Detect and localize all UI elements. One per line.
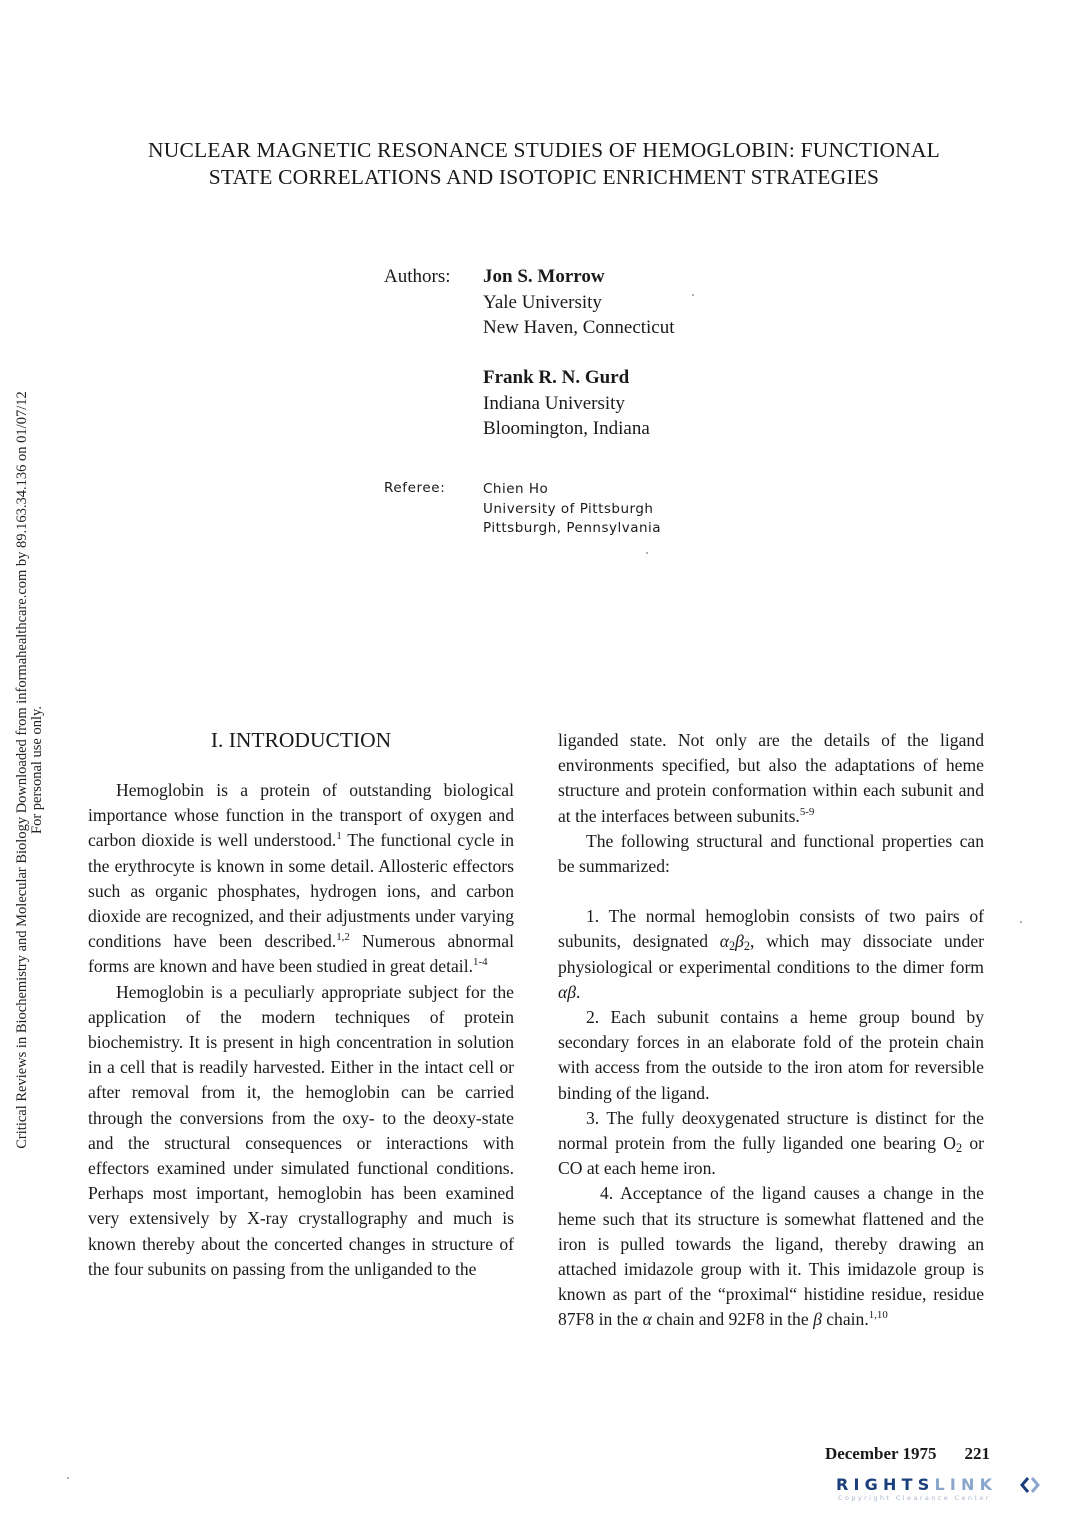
- scan-speck: [692, 294, 694, 296]
- author-affiliation: Indiana University: [483, 392, 625, 414]
- author-affiliation: Yale University: [483, 291, 602, 313]
- scan-speck: [646, 552, 648, 554]
- title-line-2: STATE CORRELATIONS AND ISOTOPIC ENRICHMENT STRATEGIES: [208, 165, 880, 189]
- paragraph-intro-2: Hemoglobin is a peculiarly appropriate subject for the application of the modern techniques of protein biochemistry. It is present in high concentration in solution in a cell that is readily harvested. Either in the intact cell or after removal from it, the hemoglobin can be carried through the conversions from the oxy- to the deoxy-state and the structural consequences or interactions with effectors examined under simulated functional conditions. Perhaps most important, hemoglobin has been examined very extensively by X-ray crystallography and much is known thereby about the concerted changes in structure of the four subunits on passing from the unliganded to the: [88, 981, 514, 1279]
- author-name: Jon S. Morrow: [483, 266, 605, 287]
- referee-name: Chien Ho: [483, 481, 549, 497]
- paragraph-continued: liganded state. Not only are the details of the ligand environments specified, but also the adaptations of heme structure and protein conformation within each subunit and at the interfaces between subunits.$^{5-9}$: [558, 730, 984, 826]
- author-location: New Haven, Connecticut: [483, 317, 675, 338]
- list-item-1: 1. The normal hemoglobin consists of two pairs of subunits, designated $\alpha_2\beta_2$, which may dissociate under physiological or experimental conditions to the dimer form αβ.: [558, 906, 985, 1002]
- scan-speck: [1020, 921, 1022, 923]
- download-notice: [0, 0, 60, 1538]
- title-line-1: NUCLEAR MAGNETIC RESONANCE STUDIES OF HEMOGLOBIN: FUNCTIONAL: [148, 138, 940, 162]
- authors-label: Authors:: [384, 266, 451, 287]
- issue-date: December 1975: [824, 1444, 937, 1463]
- referee-affiliation: University of Pittsburgh: [483, 500, 654, 517]
- download-notice-line2: For personal use only.: [29, 706, 45, 834]
- article-title: [60, 137, 1028, 191]
- referee: [483, 480, 661, 539]
- list-item-3: 3. The fully deoxygenated structure is distinct for the normal protein from the fully liganded one bearing $O_2$ or CO at each heme iron.: [558, 1107, 984, 1179]
- left-column: [88, 728, 514, 1282]
- referee-label: Referee:: [384, 480, 446, 496]
- list-item-4: 4. Acceptance of the ligand causes a change in the heme such that its structure is somewhat flattened and the iron is pulled towards the ligand, thereby drawing an attached imidazole group with it. This imidazole group is known as part of the “proximal“ histidine residue, residue 87F8 in the α chain and 92F8 in the β chain.$^{1,10}$: [558, 1183, 984, 1330]
- section-heading: I. INTRODUCTION: [210, 728, 392, 752]
- rightslink-logo[interactable]: [836, 1475, 1042, 1509]
- download-notice-line1: Critical Reviews in Biochemistry and Molecular Biology Downloaded from informahealthcare.com by 89.163.34.136 on 01/07/12: [14, 391, 30, 1149]
- right-column: [558, 728, 984, 1333]
- paragraph-intro-1: Hemoglobin is a protein of outstanding biological importance whose function in the transport of oxygen and carbon dioxide is well understood.$^1$ The functional cycle in the erythrocyte is known in some detail. Allosteric effectors such as organic phosphates, hydrogen ions, and carbon dioxide are recognized, and their adjustments under varying conditions have been described.$^{1,2}$ Numerous abnormal forms are known and have been studied in great detail.$^{1-4}$: [88, 780, 514, 977]
- rightslink-brand-a: RIGHTS: [836, 1475, 935, 1494]
- scan-speck: [67, 1477, 69, 1479]
- list-item-2: 2. Each subunit contains a heme group bound by secondary forces in an elaborate fold of the protein chain with access from the outside to the iron atom for reversible binding of the ligand.: [558, 1007, 984, 1103]
- author-2: [483, 365, 650, 442]
- rightslink-arrows-icon: [1020, 1476, 1040, 1494]
- page-number: 221: [964, 1444, 990, 1463]
- rightslink-brand-b: LINK: [934, 1475, 998, 1494]
- rightslink-tagline: Copyright Clearance Center: [838, 1494, 991, 1502]
- author-location: Bloomington, Indiana: [483, 418, 650, 439]
- author-1: [483, 264, 675, 341]
- referee-location: Pittsburgh, Pennsylvania: [483, 520, 662, 536]
- author-name: Frank R. N. Gurd: [483, 367, 630, 388]
- page-footer: [825, 1444, 990, 1464]
- paragraph-summary-intro: The following structural and functional properties can be summarized:: [558, 830, 984, 877]
